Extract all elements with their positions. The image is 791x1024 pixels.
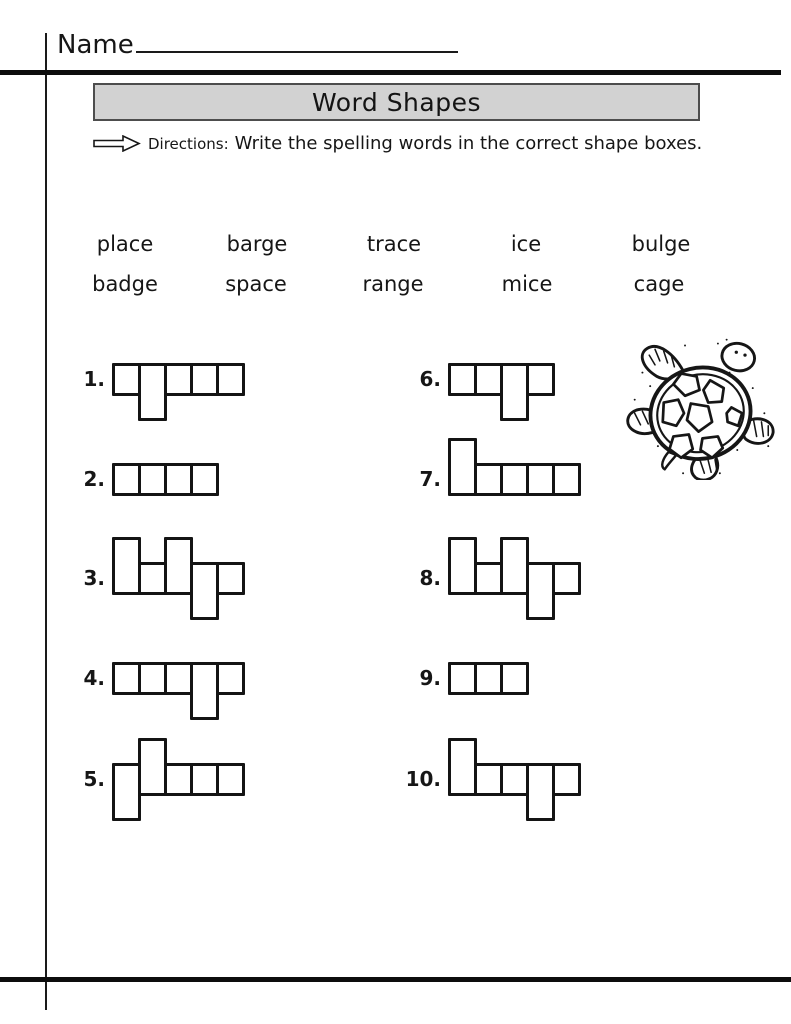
shape-boxes xyxy=(448,438,581,496)
shape-boxes xyxy=(448,338,555,421)
word-bank-item: place xyxy=(96,232,154,256)
word-bank-item: badge xyxy=(92,272,158,296)
word-bank-item: mice xyxy=(501,272,553,296)
puzzle-item xyxy=(61,738,245,821)
letter-box-normal[interactable] xyxy=(216,763,245,796)
word-bank-item: range xyxy=(362,272,424,296)
letter-box-normal[interactable] xyxy=(500,463,529,496)
letter-box-normal[interactable] xyxy=(552,463,581,496)
letter-box-normal[interactable] xyxy=(500,662,529,695)
letter-box-descender[interactable] xyxy=(190,562,219,620)
letter-box-normal[interactable] xyxy=(164,363,193,396)
left-margin-rule xyxy=(45,33,47,1010)
puzzle-number: 10. xyxy=(405,767,441,791)
letter-box-normal[interactable] xyxy=(164,763,193,796)
directions-row xyxy=(93,133,702,154)
puzzle-item xyxy=(61,338,245,421)
puzzle-number: 8. xyxy=(419,566,441,590)
letter-box-normal[interactable] xyxy=(526,463,555,496)
letter-box-ascender[interactable] xyxy=(448,438,477,496)
letter-box-descender[interactable] xyxy=(500,363,529,421)
puzzle-number: 2. xyxy=(83,467,105,491)
letter-box-ascender[interactable] xyxy=(448,738,477,796)
word-bank-item: bulge xyxy=(631,232,691,256)
shape-boxes xyxy=(448,537,581,620)
letter-box-normal[interactable] xyxy=(552,763,581,796)
letter-box-normal[interactable] xyxy=(112,463,141,496)
puzzle-number: 4. xyxy=(83,666,105,690)
letter-box-ascender[interactable] xyxy=(448,537,477,595)
bottom-divider-line xyxy=(0,977,791,982)
letter-box-ascender[interactable] xyxy=(164,537,193,595)
letter-box-normal[interactable] xyxy=(190,763,219,796)
letter-box-normal[interactable] xyxy=(216,662,245,695)
letter-box-normal[interactable] xyxy=(474,463,503,496)
top-divider-line xyxy=(0,70,781,75)
letter-box-normal[interactable] xyxy=(474,562,503,595)
shape-boxes xyxy=(112,438,219,496)
word-bank-item: cage xyxy=(633,272,685,296)
turtle-clipart xyxy=(623,330,778,480)
name-label: Name xyxy=(57,30,134,60)
letter-box-normal[interactable] xyxy=(138,463,167,496)
letter-box-ascender[interactable] xyxy=(138,738,167,796)
puzzle-item xyxy=(397,637,529,695)
letter-box-descender[interactable] xyxy=(190,662,219,720)
shape-boxes xyxy=(112,537,245,620)
puzzle-number: 6. xyxy=(419,367,441,391)
shape-boxes xyxy=(112,637,245,720)
letter-box-normal[interactable] xyxy=(448,662,477,695)
name-blank-line[interactable] xyxy=(136,31,458,53)
shape-boxes xyxy=(448,637,529,695)
letter-box-normal[interactable] xyxy=(526,363,555,396)
shape-boxes xyxy=(112,338,245,421)
title-banner xyxy=(93,83,700,121)
puzzle-item xyxy=(397,537,581,620)
letter-box-normal[interactable] xyxy=(190,363,219,396)
shape-boxes xyxy=(448,738,581,821)
letter-box-normal[interactable] xyxy=(138,662,167,695)
page-title: Word Shapes xyxy=(311,87,481,117)
letter-box-normal[interactable] xyxy=(216,363,245,396)
letter-box-descender[interactable] xyxy=(138,363,167,421)
directions-label: Directions: xyxy=(148,134,229,153)
letter-box-normal[interactable] xyxy=(216,562,245,595)
puzzle-item xyxy=(397,438,581,496)
word-bank-item: barge xyxy=(226,232,288,256)
letter-box-descender[interactable] xyxy=(526,562,555,620)
word-bank-item: ice xyxy=(510,232,542,256)
letter-box-normal[interactable] xyxy=(500,763,529,796)
letter-box-normal[interactable] xyxy=(164,662,193,695)
puzzle-number: 9. xyxy=(419,666,441,690)
letter-box-descender[interactable] xyxy=(526,763,555,821)
letter-box-normal[interactable] xyxy=(112,363,141,396)
letter-box-normal[interactable] xyxy=(138,562,167,595)
puzzle-item xyxy=(61,637,245,720)
directions-text: Write the spelling words in the correct shape boxes. xyxy=(234,133,703,154)
word-bank-item: trace xyxy=(366,232,422,256)
puzzle-item xyxy=(61,438,219,496)
letter-box-normal[interactable] xyxy=(448,363,477,396)
puzzle-item xyxy=(61,537,245,620)
letter-box-normal[interactable] xyxy=(474,662,503,695)
puzzle-number: 1. xyxy=(83,367,105,391)
puzzle-number: 5. xyxy=(83,767,105,791)
letter-box-normal[interactable] xyxy=(190,463,219,496)
letter-box-ascender[interactable] xyxy=(112,537,141,595)
puzzle-number: 3. xyxy=(83,566,105,590)
letter-box-normal[interactable] xyxy=(474,763,503,796)
letter-box-ascender[interactable] xyxy=(500,537,529,595)
puzzle-number: 7. xyxy=(419,467,441,491)
letter-box-normal[interactable] xyxy=(164,463,193,496)
puzzle-item xyxy=(397,738,581,821)
letter-box-descender[interactable] xyxy=(112,763,141,821)
name-row xyxy=(57,30,458,60)
letter-box-normal[interactable] xyxy=(112,662,141,695)
letter-box-normal[interactable] xyxy=(474,363,503,396)
letter-box-normal[interactable] xyxy=(552,562,581,595)
word-bank-item: space xyxy=(225,272,287,296)
shape-boxes xyxy=(112,738,245,821)
arrow-icon xyxy=(93,135,141,152)
puzzle-item xyxy=(397,338,555,421)
